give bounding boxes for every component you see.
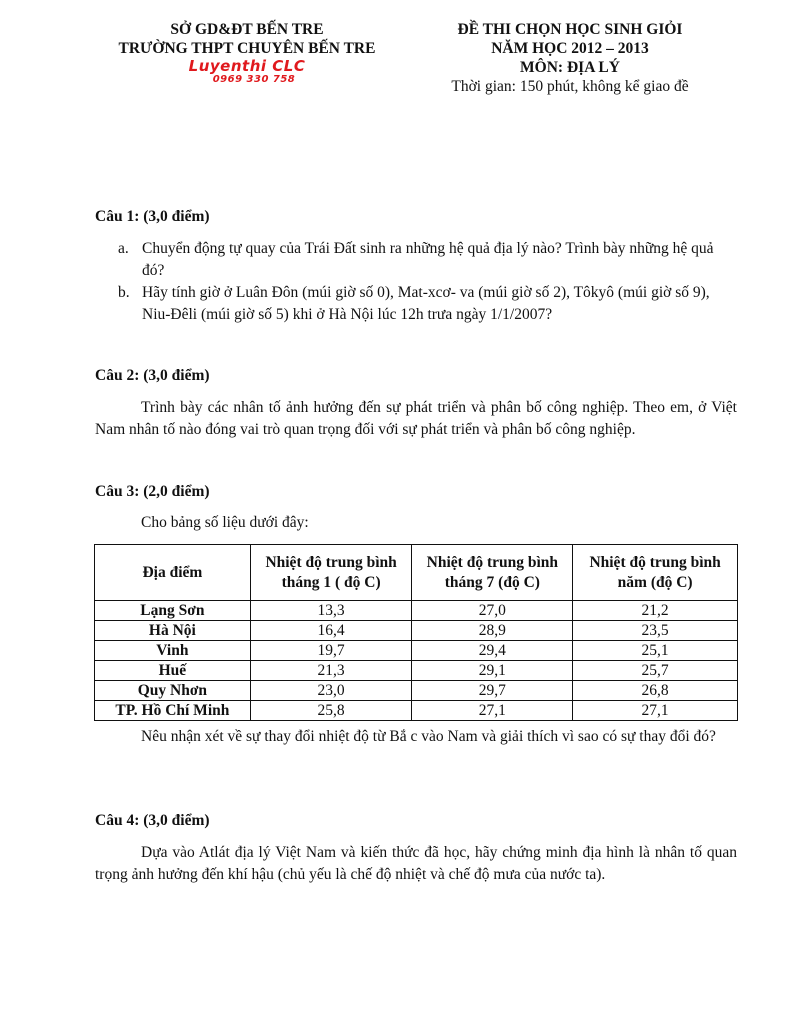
subject: MÔN: ĐỊA LÝ <box>520 59 620 76</box>
q4-title: Câu 4: (3,0 điểm) <box>95 812 210 829</box>
table-row <box>95 701 738 721</box>
school-name: TRƯỜNG THPT CHUYÊN BẾN TRE <box>118 40 376 57</box>
q3-title: Câu 3: (2,0 điểm) <box>95 483 210 500</box>
cell-place: Hà Nội <box>95 621 251 641</box>
cell-place: Quy Nhơn <box>95 681 251 701</box>
table-row <box>95 641 738 661</box>
cell-jan: 13,3 <box>250 601 412 621</box>
cell-year: 23,5 <box>573 621 738 641</box>
cell-place: Lạng Sơn <box>95 601 251 621</box>
cell-year: 25,7 <box>573 661 738 681</box>
school-year: NĂM HỌC 2012 – 2013 <box>491 40 649 57</box>
table-header-row <box>95 545 738 601</box>
cell-jul: 29,1 <box>412 661 573 681</box>
q2-text: Trình bày các nhân tố ảnh hưởng đến sự phát triển và phân bố công nghiệp. Theo em, ở Việt Nam nhân tố nào đóng vai trò quan trọng đối với sự phát triển và phân bố công nghiệp. <box>95 399 737 438</box>
table-row <box>95 661 738 681</box>
temperature-table <box>94 544 738 721</box>
q1-item-a-label: a. <box>118 240 129 257</box>
q1-item-a <box>118 238 738 282</box>
cell-year: 27,1 <box>573 701 738 721</box>
cell-jan: 19,7 <box>250 641 412 661</box>
cell-jul: 27,0 <box>412 601 573 621</box>
exam-duration: Thời gian: 150 phút, không kể giao đề <box>451 78 689 95</box>
header-right <box>420 20 720 96</box>
brand-phone: 0969 330 758 <box>212 74 296 85</box>
header-left <box>92 20 402 86</box>
q1-item-b-text: Hãy tính giờ ở Luân Đôn (múi giờ số 0), Mat-xcơ- va (múi giờ số 2), Tôkyô (múi giờ số 9), Niu-Đêli (múi giờ số 5) khi ở Hà Nội lúc 12h trưa ngày 1/1/2007? <box>142 284 710 323</box>
q3-question: Nêu nhận xét về sự thay đổi nhiệt độ từ Bắ c vào Nam và giải thích vì sao có sự thay đổi đó? <box>141 728 716 745</box>
cell-year: 25,1 <box>573 641 738 661</box>
q2-title: Câu 2: (3,0 điểm) <box>95 367 210 384</box>
cell-jan: 23,0 <box>250 681 412 701</box>
cell-jan: 16,4 <box>250 621 412 641</box>
q1-item-b <box>118 282 738 326</box>
cell-year: 26,8 <box>573 681 738 701</box>
cell-place: Vinh <box>95 641 251 661</box>
cell-place: Huế <box>95 661 251 681</box>
col-header-jan: Nhiệt độ trung bình tháng 1 ( độ C) <box>250 545 412 601</box>
cell-jan: 25,8 <box>250 701 412 721</box>
cell-jan: 21,3 <box>250 661 412 681</box>
table-row <box>95 601 738 621</box>
department-name: SỞ GD&ĐT BẾN TRE <box>170 21 324 38</box>
cell-year: 21,2 <box>573 601 738 621</box>
table-row <box>95 681 738 701</box>
col-header-jul: Nhiệt độ trung bình tháng 7 (độ C) <box>412 545 573 601</box>
cell-jul: 27,1 <box>412 701 573 721</box>
q3-intro: Cho bảng số liệu dưới đây: <box>141 514 309 531</box>
cell-jul: 29,7 <box>412 681 573 701</box>
col-header-place: Địa điểm <box>95 545 251 601</box>
cell-place: TP. Hồ Chí Minh <box>95 701 251 721</box>
table-row <box>95 621 738 641</box>
q1-item-b-label: b. <box>118 284 130 301</box>
q4-text: Dựa vào Atlát địa lý Việt Nam và kiến thức đã học, hãy chứng minh địa hình là nhân tố quan trọng ảnh hưởng đến khí hậu (chủ yếu là chế độ nhiệt và chế độ mưa của nước ta). <box>95 844 737 883</box>
q1-item-a-text: Chuyển động tự quay của Trái Đất sinh ra những hệ quả địa lý nào? Trình bày những hệ quả đó? <box>142 240 714 279</box>
col-header-year: Nhiệt độ trung bình năm (độ C) <box>573 545 738 601</box>
exam-title: ĐỀ THI CHỌN HỌC SINH GIỎI <box>457 21 683 38</box>
cell-jul: 29,4 <box>412 641 573 661</box>
q1-title: Câu 1: (3,0 điểm) <box>95 208 210 225</box>
brand-watermark: Luyenthi CLC <box>188 57 306 75</box>
cell-jul: 28,9 <box>412 621 573 641</box>
